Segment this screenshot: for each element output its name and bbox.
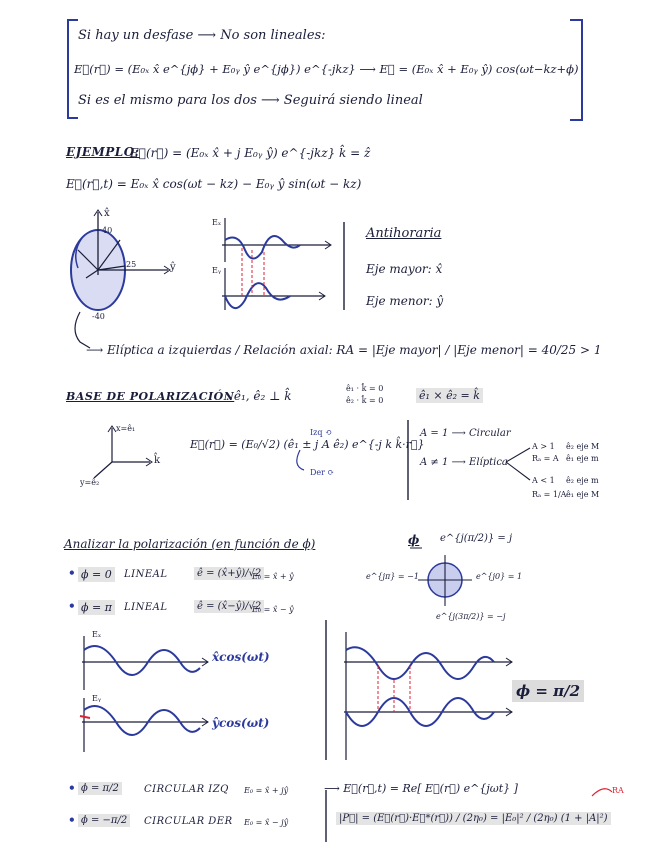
phasor-right: e^{j0} = 1 [476,572,523,581]
phi-header: ϕ [408,533,420,547]
case-4-res: ê₁ eje M [566,490,600,499]
note-izq: Izq ⟲ [310,428,332,437]
analysis-ey-label: Eᵧ [92,694,101,703]
box-line-3: Si es el mismo para los dos ⟶ Seguirá siendo lineal [78,93,423,108]
analysis-waves [80,620,612,842]
phasor-left: e^{jπ} = −1 [366,572,419,581]
a-equal-1: A = 1 ⟶ Circular [420,428,511,439]
phasor-top: e^{j(π/2)} = j [440,533,513,544]
example-eq-2: E⃗(r⃗,t) = E₀ₓ x̂ cos(ωt − kz) − E₀ᵧ ŷ sin(ωt − kz) [66,177,362,191]
case-3-cond: A < 1 [532,476,555,485]
example-eq-1: E⃗(r⃗) = (E₀ₓ x̂ + j E₀ᵧ ŷ) e^{-jkz} k̂ = ẑ [130,146,371,160]
circ-2-e0: E₀ = x̂ − jŷ [244,818,289,827]
box-line-2: E⃗(r⃗) = (E₀ₓ x̂ e^{jϕ} + E₀ᵧ ŷ e^{jϕ}) e^{-jkz} ⟶ E⃗ = (E₀ₓ x̂ + E₀ᵧ ŷ) cos(ωt−kz+ϕ) [74,62,579,76]
note-der: Der ⟳ [310,468,335,477]
phasor-diagram [410,548,472,606]
axis-k-label: k̂ [154,455,161,466]
ellipse-label-right: 25 [126,260,137,269]
minor-axis: Eje menor: ŷ [366,294,444,308]
a-not-1: A ≠ 1 ⟶ Elíptica [420,457,508,468]
example-waves [222,218,344,310]
circ-1-phi: ϕ = π/2 [78,782,122,795]
phasor-bottom: e^{j(3π/2)} = −j [436,612,506,621]
ellipse-label-y: ŷ [170,262,176,273]
poynting: |P⃗| = (E⃗(r⃗)·E⃗*(r⃗)) / (2η₀) = |E₀|² / (2η₀) (1 + |A|²) [336,812,611,825]
base-field: E⃗(r⃗) = (E₀/√2) (ê₁ ± j A ê₂) e^{-j k k̂·r⃗} [190,438,425,451]
base-cross: ê₁ × ê₂ = k̂ [416,388,483,403]
row-2-e: ê = (x̂−ŷ)/√2 [194,600,264,613]
ellipse-diagram [71,210,170,348]
ellipse-label-x: x̂ [104,208,110,219]
base-eq: : ê₁, ê₂ ⊥ k̂ [226,389,292,403]
wave-label-ey: Eᵧ [212,266,221,275]
row-1-type: LINEAL [124,569,168,580]
case-2-cond: Rₐ = A [532,454,559,463]
row-1-phi: ϕ = 0 [78,567,115,582]
case-4-cond: Rₐ = 1/A [532,490,567,499]
example-conclusion: ⟶ Elíptica a izquierdas / Relación axial: RA = |Eje mayor| / |Eje menor| = 40/25 > 1 [86,343,602,357]
ellipse-label-top: 40 [102,226,113,235]
rotation-title: Antihoraria [366,226,442,241]
row-1-e: ê = (x̂+ŷ)/√2 [194,567,264,580]
row-2-phi: ϕ = π [78,600,115,615]
axis-x-label: x=ê₁ [116,424,136,433]
analysis-ex-label: Eₓ [92,630,102,639]
row-2-e0: E₀ = x̂ − ŷ [252,605,294,614]
major-axis: Eje mayor: x̂ [366,262,443,276]
time-field: ⟶ E⃗(r⃗,t) = Re[ E⃗(r⃗) e^{jωt} ] [324,782,518,795]
example-heading: EJEMPLO: [66,145,140,159]
axis-y-label: y=ê₂ [80,478,100,487]
analysis-heading: Analizar la polarización (en función de ϕ) [64,537,316,551]
case-3-res: ê₂ eje m [566,476,599,485]
wave-label-ex: Eₓ [212,218,222,227]
base-cond-1: ê₁ · k̂ = 0 [346,384,384,393]
ycos-label: ŷcos(ωt) [212,716,270,730]
row-1-e0: E₀ = x̂ + ŷ [252,572,294,581]
ellipse-label-bottom: -40 [92,312,105,321]
base-heading: BASE DE POLARIZACIÓN [66,390,235,403]
ra-note: RA [612,786,624,795]
base-cond-2: ê₂ · k̂ = 0 [346,396,384,405]
circ-1-type: CIRCULAR IZQ [144,784,229,795]
circ-2-type: CIRCULAR DER [144,816,233,827]
circ-2-phi: ϕ = −π/2 [78,814,130,827]
phi-pi-2-box: ϕ = π/2 [512,680,584,702]
xcos-label: x̂cos(ωt) [212,650,270,664]
box-line-1: Si hay un desfase ⟶ No son lineales: [78,28,326,43]
circ-1-e0: E₀ = x̂ + jŷ [244,786,289,795]
case-1-res: ê₂ eje M [566,442,600,451]
case-1-cond: A > 1 [532,442,555,451]
row-2-type: LINEAL [124,602,168,613]
case-2-res: ê₁ eje m [566,454,599,463]
